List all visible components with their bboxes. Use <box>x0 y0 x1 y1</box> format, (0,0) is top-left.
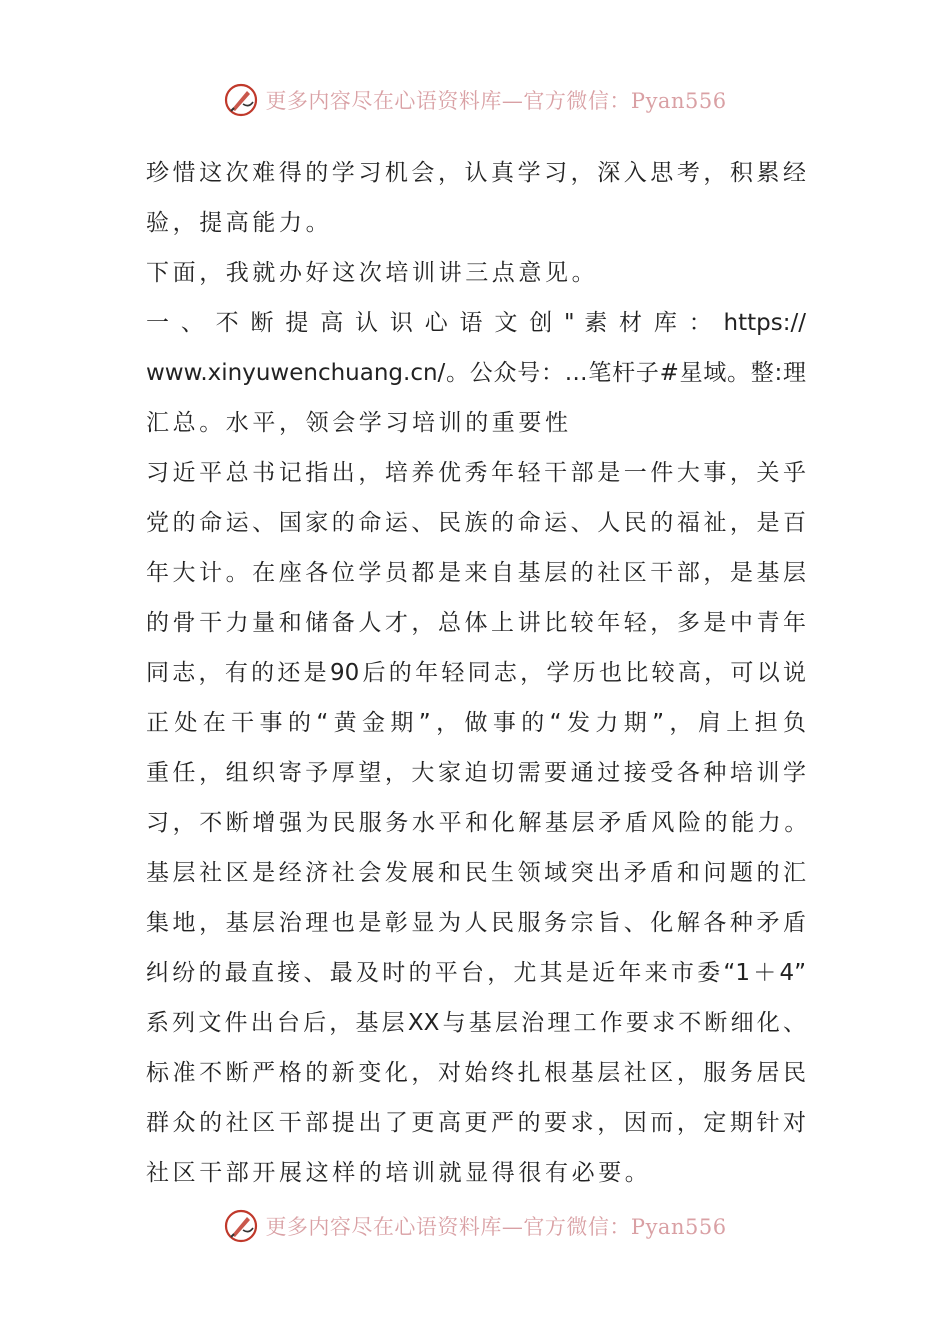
text-line: 标准不断严格的新变化，对始终扎根基层社区，服务居民 <box>146 1060 806 1086</box>
section-heading-line: www.xinyuwenchuang.cn/。公众号：…笔杆子#星域。整:理 <box>146 360 806 386</box>
section-heading-line: 汇总。水平，领会学习培训的重要性 <box>146 410 572 436</box>
text-line: 群众的社区干部提出了更高更严的要求，因而，定期针对 <box>146 1110 806 1136</box>
text-line: 习，不断增强为民服务水平和化解基层矛盾风险的能力。 <box>146 810 811 836</box>
quill-logo-icon <box>223 82 259 118</box>
text-line: 集地，基层治理也是彰显为人民服务宗旨、化解各种矛盾 <box>146 910 806 936</box>
footer-watermark <box>0 1208 950 1244</box>
text-line: 正处在干事的“黄金期”，做事的“发力期”，肩上担负 <box>146 710 806 736</box>
text-line: 下面，我就办好这次培训讲三点意见。 <box>146 260 599 286</box>
text-line: 珍惜这次难得的学习机会，认真学习，深入思考，积累经 <box>146 160 806 186</box>
text-line: 重任，组织寄予厚望，大家迫切需要通过接受各种培训学 <box>146 760 806 786</box>
text-line: 年大计。在座各位学员都是来自基层的社区干部，是基层 <box>146 560 806 586</box>
text-line: 纠纷的最直接、最及时的平台，尤其是近年来市委“1＋4” <box>146 960 806 986</box>
quill-logo-icon <box>223 1208 259 1244</box>
watermark-text: 更多内容尽在心语资料库—官方微信：Pyan556 <box>265 1215 727 1239</box>
text-line: 习近平总书记指出，培养优秀年轻干部是一件大事，关乎 <box>146 460 806 486</box>
text-line: 党的命运、国家的命运、民族的命运、人民的福祉，是百 <box>146 510 806 536</box>
document-body <box>146 148 811 1198</box>
text-line: 基层社区是经济社会发展和民生领域突出矛盾和问题的汇 <box>146 860 806 886</box>
watermark-text: 更多内容尽在心语资料库—官方微信：Pyan556 <box>265 89 727 113</box>
text-line: 系列文件出台后，基层XX与基层治理工作要求不断细化、 <box>146 1010 806 1036</box>
text-line: 验，提高能力。 <box>146 210 333 236</box>
text-line: 同志，有的还是90后的年轻同志，学历也比较高，可以说 <box>146 660 806 686</box>
text-line: 社区干部开展这样的培训就显得很有必要。 <box>146 1160 652 1186</box>
section-heading-line: 一 、 不 断 提 高 认 识 心 语 文 创 " 素 材 库 ： https:// <box>146 310 806 336</box>
header-watermark <box>0 82 950 118</box>
text-line: 的骨干力量和储备人才，总体上讲比较年轻，多是中青年 <box>146 610 806 636</box>
